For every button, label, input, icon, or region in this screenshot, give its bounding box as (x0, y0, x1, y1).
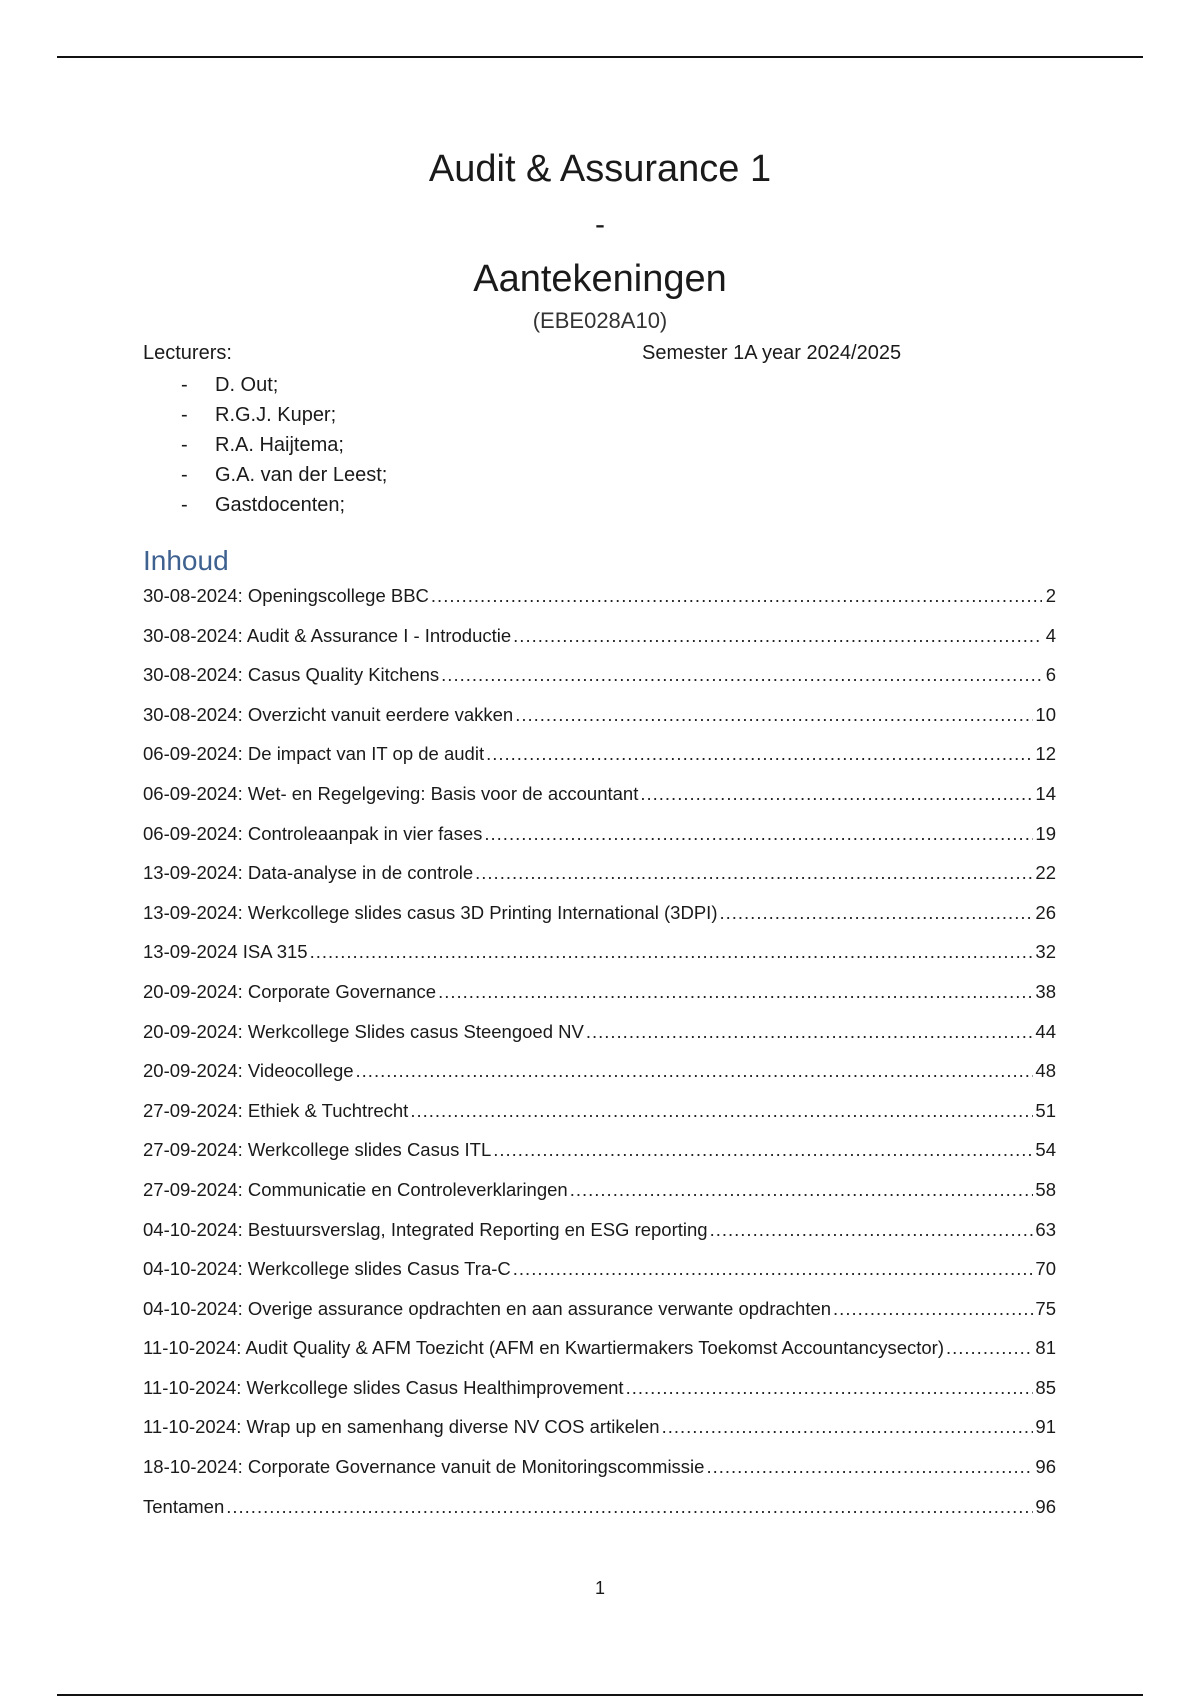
toc-entry-page[interactable]: 32 (1035, 941, 1056, 963)
toc-leader (586, 1018, 1034, 1046)
table-of-contents (143, 582, 1056, 1532)
toc-leader (356, 1057, 1034, 1085)
toc-entry-page[interactable]: 19 (1035, 822, 1056, 844)
toc-entry-page[interactable]: 58 (1035, 1178, 1056, 1200)
toc-entry[interactable] (143, 582, 1056, 622)
toc-entry[interactable] (143, 1453, 1056, 1493)
toc-entry-title[interactable]: 04-10-2024: Werkcollege slides Casus Tra-C (143, 1258, 511, 1280)
toc-leader (226, 1493, 1033, 1521)
toc-entry[interactable] (143, 938, 1056, 978)
semester-label: Semester 1A year 2024/2025 (642, 342, 902, 364)
toc-entry-page[interactable]: 48 (1035, 1060, 1056, 1082)
toc-entry-title[interactable]: 20-09-2024: Werkcollege Slides casus Steengoed NV (143, 1020, 584, 1042)
toc-entry-page[interactable]: 10 (1035, 703, 1056, 725)
toc-entry[interactable] (143, 661, 1056, 701)
toc-leader (640, 780, 1033, 808)
toc-leader (626, 1374, 1034, 1402)
toc-entry-title[interactable]: 18-10-2024: Corporate Governance vanuit de Monitoringscommissie (143, 1456, 705, 1478)
toc-entry-title[interactable]: 13-09-2024: Werkcollege slides casus 3D Printing International (3DPI) (143, 901, 718, 923)
toc-leader (946, 1334, 1033, 1362)
toc-leader (513, 1255, 1034, 1283)
toc-entry-title[interactable]: 20-09-2024: Videocollege (143, 1060, 354, 1082)
toc-entry-page[interactable]: 70 (1035, 1258, 1056, 1280)
toc-entry-page[interactable]: 51 (1035, 1099, 1056, 1121)
toc-entry[interactable] (143, 1097, 1056, 1137)
document-title: Audit & Assurance 1 (428, 148, 772, 190)
toc-entry[interactable] (143, 1334, 1056, 1374)
toc-entry-title[interactable]: 11-10-2024: Werkcollege slides Casus Healthimprovement (143, 1376, 624, 1398)
toc-entry[interactable] (143, 1374, 1056, 1414)
toc-entry[interactable] (143, 701, 1056, 741)
bullet: - (181, 404, 188, 426)
toc-entry-page[interactable]: 75 (1035, 1297, 1056, 1319)
toc-entry-title[interactable]: 30-08-2024: Casus Quality Kitchens (143, 664, 440, 686)
bullet: - (181, 434, 188, 456)
toc-leader (493, 1136, 1033, 1164)
toc-entry[interactable] (143, 1057, 1056, 1097)
lecturer-name: D. Out; (215, 374, 279, 396)
toc-entry-page[interactable]: 2 (1045, 585, 1056, 606)
toc-entry[interactable] (143, 1136, 1056, 1176)
toc-entry-title[interactable]: Tentamen (143, 1495, 225, 1517)
toc-entry-page[interactable]: 26 (1035, 901, 1056, 923)
toc-leader (710, 1216, 1034, 1244)
toc-entry[interactable] (143, 1255, 1056, 1295)
toc-entry-title[interactable]: 06-09-2024: De impact van IT op de audit (143, 743, 485, 765)
toc-entry[interactable] (143, 622, 1056, 662)
course-code: (EBE028A10) (532, 308, 668, 333)
toc-entry[interactable] (143, 1216, 1056, 1256)
toc-entry-title[interactable]: 04-10-2024: Overige assurance opdrachten en aan assurance verwante opdrachten (143, 1297, 832, 1319)
toc-heading: Inhoud (143, 545, 229, 576)
toc-entry-page[interactable]: 22 (1035, 862, 1056, 884)
toc-leader (486, 740, 1033, 768)
document-subtitle: Aantekeningen (473, 258, 727, 300)
toc-leader (662, 1413, 1034, 1441)
top-rule (57, 56, 1143, 58)
lecturers-label: Lecturers: (143, 342, 232, 364)
toc-entry-page[interactable]: 44 (1035, 1020, 1056, 1042)
toc-leader (475, 859, 1033, 887)
toc-entry[interactable] (143, 1295, 1056, 1335)
toc-leader (719, 899, 1033, 927)
toc-leader (431, 582, 1042, 610)
toc-entry[interactable] (143, 978, 1056, 1018)
toc-entry-title[interactable]: 13-09-2024: Data-analyse in de controle (143, 862, 474, 884)
lecturer-name: R.G.J. Kuper; (215, 404, 337, 426)
toc-entry-page[interactable]: 81 (1035, 1337, 1056, 1359)
toc-entry-title[interactable]: 04-10-2024: Bestuursverslag, Integrated Reporting en ESG reporting (143, 1218, 708, 1240)
toc-entry-page[interactable]: 96 (1035, 1495, 1056, 1517)
toc-leader (441, 661, 1042, 689)
bullet: - (181, 374, 188, 396)
toc-entry-page[interactable]: 4 (1045, 624, 1056, 646)
toc-entry-page[interactable]: 91 (1035, 1416, 1056, 1438)
bottom-rule (57, 1694, 1143, 1696)
toc-entry[interactable] (143, 899, 1056, 939)
toc-entry-page[interactable]: 63 (1035, 1218, 1056, 1240)
toc-entry-title[interactable]: 30-08-2024: Openingscollege BBC (143, 585, 429, 606)
toc-entry[interactable] (143, 740, 1056, 780)
toc-entry[interactable] (143, 820, 1056, 860)
toc-entry[interactable] (143, 1493, 1056, 1533)
toc-entry-page[interactable]: 85 (1035, 1376, 1056, 1398)
toc-entry-title[interactable]: 11-10-2024: Audit Quality & AFM Toezicht (AFM en Kwartiermakers Toekomst Accountancysector) (143, 1337, 944, 1359)
toc-leader (484, 820, 1033, 848)
toc-entry-page[interactable]: 14 (1035, 782, 1056, 804)
toc-entry-page[interactable]: 6 (1045, 664, 1056, 686)
toc-entry-title[interactable]: 27-09-2024: Werkcollege slides Casus ITL (143, 1139, 492, 1161)
bullet: - (181, 464, 188, 486)
toc-leader (706, 1453, 1033, 1481)
toc-leader (310, 938, 1034, 966)
lecturer-name: Gastdocenten; (215, 494, 346, 516)
title-separator: - (595, 208, 605, 241)
toc-entry-title[interactable]: 30-08-2024: Audit & Assurance I - Introductie (143, 624, 512, 646)
toc-entry-page[interactable]: 96 (1035, 1456, 1056, 1478)
toc-entry-title[interactable]: 13-09-2024 ISA 315 (143, 941, 308, 963)
toc-leader (515, 701, 1033, 729)
toc-entry-page[interactable]: 12 (1035, 743, 1056, 765)
toc-leader (570, 1176, 1034, 1204)
toc-entry-title[interactable]: 20-09-2024: Corporate Governance (143, 980, 437, 1002)
toc-entry[interactable] (143, 859, 1056, 899)
toc-entry-title[interactable]: 06-09-2024: Controleaanpak in vier fases (143, 822, 483, 844)
bullet: - (181, 494, 188, 516)
toc-entry[interactable] (143, 1018, 1056, 1058)
toc-entry[interactable] (143, 1413, 1056, 1453)
toc-leader (513, 622, 1042, 650)
toc-entry-title[interactable]: 30-08-2024: Overzicht vanuit eerdere vakken (143, 703, 514, 725)
toc-entry-title[interactable]: 27-09-2024: Ethiek & Tuchtrecht (143, 1099, 409, 1121)
toc-entry[interactable] (143, 1176, 1056, 1216)
toc-entry-title[interactable]: 27-09-2024: Communicatie en Controleverklaringen (143, 1178, 568, 1200)
toc-leader (410, 1097, 1033, 1125)
lecturer-name: G.A. van der Leest; (215, 464, 388, 486)
toc-entry-page[interactable]: 38 (1035, 980, 1056, 1002)
toc-leader (833, 1295, 1033, 1323)
toc-leader (438, 978, 1033, 1006)
toc-entry-title[interactable]: 06-09-2024: Wet- en Regelgeving: Basis voor de accountant (143, 782, 639, 804)
toc-entry-title[interactable]: 11-10-2024: Wrap up en samenhang diverse NV COS artikelen (143, 1416, 660, 1438)
lecturer-name: R.A. Haijtema; (215, 434, 344, 456)
toc-entry[interactable] (143, 780, 1056, 820)
page-number: 1 (594, 1578, 605, 1598)
toc-entry-page[interactable]: 54 (1035, 1139, 1056, 1161)
